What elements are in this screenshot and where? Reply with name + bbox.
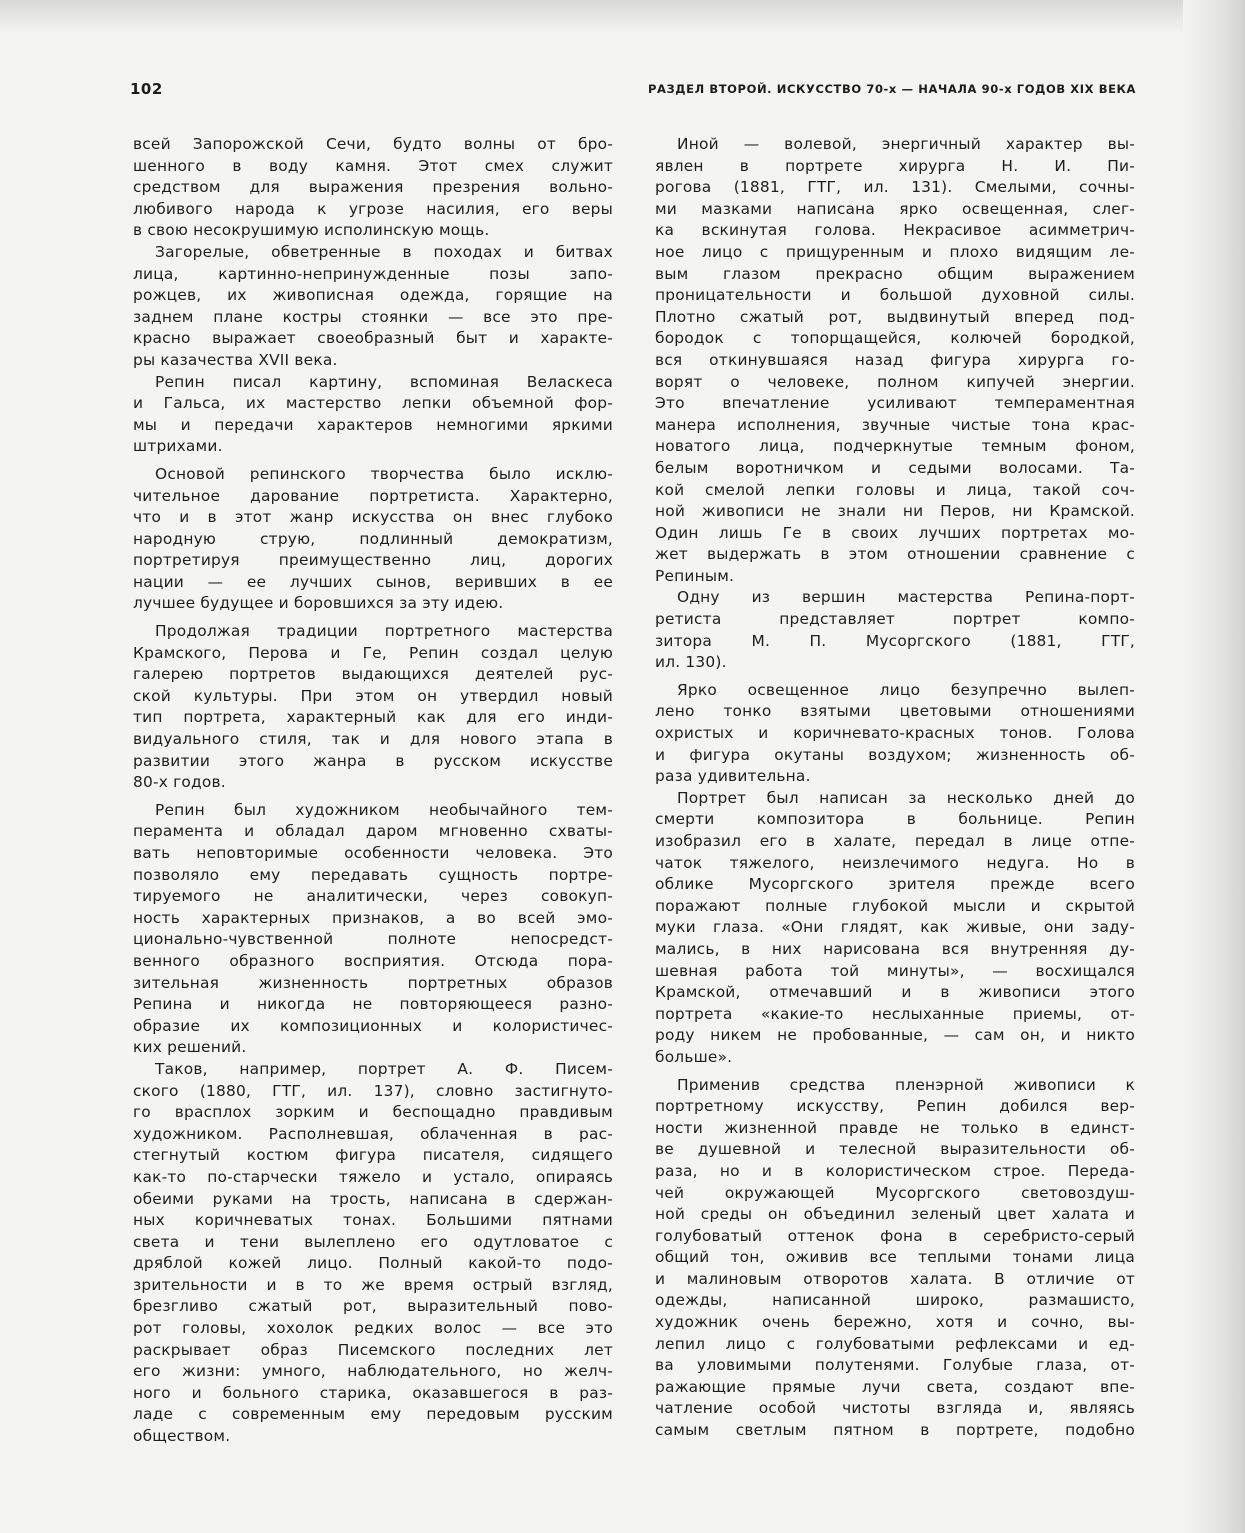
- text-line: брезгливо сжатый рот, выразительный пово-: [133, 1297, 613, 1316]
- text-line: в свою несокрушимую исполинскую мощь.: [133, 221, 490, 240]
- text-line: штрихами.: [133, 437, 223, 456]
- text-line: Таков, например, портрет А. Ф. Писем-: [155, 1059, 613, 1078]
- text-line: ского (1880, ГТГ, ил. 137), словно застигнуто-: [133, 1081, 613, 1100]
- text-line: видуального стиля, так и для нового этапа в: [133, 730, 613, 749]
- text-line: Крамского, Перова и Ге, Репин создал целую: [133, 643, 613, 662]
- text-line: кой смелой лепки головы и лица, такой соч-: [655, 480, 1135, 499]
- text-line: вся откинувшаяся назад фигура хирурга го-: [655, 350, 1135, 369]
- text-line: и Гальса, их мастерство лепки объемной фор-: [133, 394, 613, 413]
- text-line: мались, в них нарисована вся внутренняя ду-: [655, 939, 1135, 958]
- text-line: белым воротничком и седыми волосами. Та-: [655, 458, 1135, 477]
- text-line: Применив средства пленэрной живописи к: [677, 1075, 1135, 1094]
- text-line: образие их композиционных и колористичес-: [133, 1016, 613, 1035]
- text-line: ной живописи не знали ни Перов, ни Крамской.: [655, 502, 1135, 521]
- text-line: новатого лица, подчеркнутые темным фоном,: [655, 437, 1135, 456]
- text-line: раскрывает образ Писемского последних лет: [133, 1340, 613, 1359]
- text-line: ве душевной и телесной выразительности об-: [655, 1140, 1135, 1159]
- text-line: мы и передачи характеров немногими яркими: [133, 415, 613, 434]
- text-line: изобразил его в халате, передал в лице отпе-: [655, 832, 1135, 850]
- text-line: перамента и обладал даром мгновенно схваты-: [133, 822, 613, 841]
- text-line: раза удивительна.: [655, 767, 811, 786]
- text-line: ное лицо с прищуренным и плохо видящим ле-: [655, 242, 1135, 261]
- text-line: облике Мусоргского зрителя прежде всего: [655, 875, 1135, 894]
- text-line: средством для выражения презрения вольно-: [133, 178, 613, 197]
- text-line: шенного в воду камня. Этот смех служит: [133, 156, 613, 175]
- text-line: ка вскинутая голова. Некрасивое асимметрич-: [655, 221, 1135, 240]
- text-line: как-то по-старчески тяжело и устало, опираясь: [133, 1167, 613, 1186]
- text-line: Плотно сжатый рот, выдвинутый вперед под-: [655, 307, 1135, 326]
- text-line: ной среды он объединил зеленый цвет халата и: [655, 1205, 1135, 1224]
- text-line: Основой репинского творчества было исклю-: [155, 464, 613, 483]
- running-head: РАЗДЕЛ ВТОРОЙ. ИСКУССТВО 70-х — НАЧАЛА 90-х ГОДОВ XIX ВЕКА: [648, 82, 1137, 96]
- text-line: ладе с современным ему передовым русским: [133, 1405, 613, 1424]
- page-number: 102: [130, 80, 163, 98]
- text-line: и фигура окутаны воздухом; жизненность об-: [655, 745, 1135, 764]
- text-line: Это впечатление усиливают темпераментная: [655, 394, 1135, 413]
- text-line: Крамской, отмечавший и в живописи этого: [655, 983, 1135, 1002]
- text-line: обеими руками на трость, написана в сдержан-: [133, 1189, 613, 1208]
- text-line: всей Запорожской Сечи, будто волны от бро-: [133, 135, 613, 153]
- text-line: одежды, написанной широко, размашисто,: [655, 1291, 1135, 1310]
- text-line: народную струю, подлинный демократизм,: [133, 529, 613, 548]
- text-line: Продолжая традиции портретного мастерства: [155, 622, 613, 641]
- text-line: Иной — волевой, энергичный характер вы-: [677, 135, 1135, 153]
- text-line: зитора М. П. Мусоргского (1881, ГТГ,: [655, 631, 1135, 650]
- text-line: портретируя преимущественно лиц, дорогих: [133, 551, 613, 570]
- text-line: Портрет был написан за несколько дней до: [677, 788, 1135, 807]
- text-line: муки глаза. «Они глядят, как живые, они заду-: [655, 918, 1135, 937]
- text-line: любивого народа к угрозе насилия, его веры: [133, 199, 613, 218]
- text-line: го врасплох зорким и беспощадно правдивым: [133, 1103, 613, 1122]
- text-line: ционально-чувственной полноте непосредст-: [133, 930, 613, 949]
- text-line: Репин писал картину, вспоминая Веласкеса: [155, 372, 613, 391]
- text-line: лепил лицо с голубоватыми рефлексами и ед-: [655, 1334, 1135, 1353]
- text-line: Репиным.: [655, 566, 735, 585]
- text-line: проницательности и большой духовной силы.: [655, 286, 1135, 305]
- page-edge-shadow: [1183, 0, 1245, 1533]
- text-line: ность характерных признаков, а во всей эмо-: [133, 908, 613, 927]
- text-line: что и в этот жанр искусства он внес глубоко: [133, 508, 613, 527]
- text-line: роду никем не пробованные, — сам он, и никто: [655, 1026, 1135, 1045]
- text-line: ворят о человеке, полном кипучей энергии.: [655, 372, 1135, 391]
- right-column: [655, 134, 1135, 1442]
- text-line: красно выражает своеобразный быт и характе-: [133, 329, 613, 348]
- text-line: 80-х годов.: [133, 773, 226, 792]
- text-line: ил. 130).: [655, 653, 727, 672]
- text-line: Одну из вершин мастерства Репина-порт-: [677, 588, 1135, 607]
- text-line: бородок с топорщащейся, колючей бородкой,: [655, 329, 1135, 348]
- text-line: ного и больного старика, оказавшегося в раз-: [133, 1383, 613, 1402]
- text-line: чаток тяжелого, неизлечимого недуга. Но в: [655, 853, 1135, 872]
- text-line: рожцев, их живописная одежда, горящие на: [133, 286, 613, 305]
- text-line: тируемого не аналитически, через совокуп-: [133, 887, 613, 906]
- text-line: охристых и коричневато-красных тонов. Голова: [655, 724, 1135, 743]
- text-line: шевная работа той минуты», — восхищался: [655, 961, 1135, 980]
- text-line: ности жизненной правде не только в единст-: [655, 1118, 1135, 1137]
- text-line: вым глазом прекрасно общим выражением: [655, 264, 1135, 283]
- text-line: зительная жизненность портретных образов: [133, 973, 613, 992]
- text-line: зрительности и в то же время острый взгляд,: [133, 1275, 613, 1294]
- text-line: портрета «какие-то неслыханные приемы, от-: [655, 1004, 1135, 1023]
- text-line: рогова (1881, ГТГ, ил. 131). Смелыми, сочны-: [655, 178, 1135, 197]
- text-line: его жизни: умного, наблюдательного, но желч-: [133, 1362, 613, 1381]
- text-line: рот головы, хохолок редких волос — все это: [133, 1319, 613, 1338]
- text-line: Репина и никогда не повторяющееся разно-: [133, 995, 613, 1014]
- text-line: ражающие прямые лучи света, создают впе-: [655, 1377, 1135, 1396]
- text-line: ких решений.: [133, 1038, 247, 1057]
- text-line: смерти композитора в больнице. Репин: [655, 810, 1135, 829]
- text-line: чей окружающей Мусоргского световоздуш-: [655, 1183, 1135, 1202]
- text-line: Загорелые, обветренные в походах и битвах: [155, 242, 613, 261]
- text-line: ми мазками написана ярко освещенная, слег-: [655, 199, 1135, 218]
- text-line: Репин был художником необычайного тем-: [155, 800, 613, 819]
- text-line: общий тон, оживив все теплыми тонами лица: [655, 1248, 1135, 1267]
- text-line: голубоватый оттенок фона в серебристо-серый: [655, 1226, 1135, 1245]
- text-line: позволяло ему передавать сущность портре-: [133, 865, 613, 884]
- text-line: стегнутый костюм фигура писателя, сидящего: [133, 1146, 613, 1165]
- text-line: нации — ее лучших сынов, веривших в ее: [133, 572, 613, 591]
- text-line: ва уловимыми полутенями. Голубые глаза, от-: [655, 1356, 1135, 1375]
- text-line: ской культуры. При этом он утвердил новый: [133, 686, 613, 705]
- text-line: больше».: [655, 1047, 733, 1066]
- text-line: ных коричневатых тонах. Большими пятнами: [133, 1211, 613, 1230]
- text-line: манера исполнения, звучные чистые тона крас-: [655, 415, 1135, 434]
- text-line: света и тени вылеплено его одутловатое с: [133, 1232, 613, 1251]
- text-line: и малиновым отворотов халата. В отличие от: [655, 1269, 1135, 1288]
- scan-top-shadow: [0, 0, 1245, 34]
- text-line: развитии этого жанра в русском искусстве: [133, 751, 613, 770]
- text-line: вать неповторимые особенности человека. Это: [133, 844, 613, 862]
- text-line: раза, но и в колористическом строе. Переда-: [655, 1161, 1135, 1180]
- text-line: заднем плане костры стоянки — все это пре-: [133, 307, 613, 326]
- text-line: дряблой кожей лицо. Полный какой-то подо-: [133, 1254, 613, 1273]
- text-line: портретному искусству, Репин добился вер-: [655, 1097, 1135, 1116]
- text-line: ры казачества XVII века.: [133, 350, 338, 369]
- text-line: тип портрета, характерный как для его инди-: [133, 708, 613, 727]
- text-line: самым светлым пятном в портрете, подобно: [655, 1421, 1135, 1440]
- text-line: Ярко освещенное лицо безупречно вылеп-: [677, 680, 1135, 699]
- text-line: Один лишь Ге в своих лучших портретах мо-: [655, 523, 1135, 542]
- text-line: лено тонко взятыми цветовыми отношениями: [655, 702, 1135, 721]
- text-line: поражают полные глубокой мысли и скрытой: [655, 896, 1135, 915]
- text-line: жет выдержать в этом отношении сравнение с: [655, 545, 1135, 564]
- text-line: ретиста представляет портрет компо-: [655, 610, 1135, 629]
- left-column: [133, 134, 613, 1448]
- text-line: явлен в портрете хирурга Н. И. Пи-: [655, 156, 1135, 175]
- text-line: чительное дарование портретиста. Характерно,: [133, 486, 613, 505]
- text-line: лучшее будущее и боровшихся за эту идею.: [133, 594, 504, 613]
- text-line: обществом.: [133, 1427, 231, 1446]
- text-line: художник очень бережно, хотя и сочно, вы-: [655, 1313, 1135, 1332]
- text-line: художником. Располневшая, облаченная в рас-: [133, 1124, 613, 1143]
- text-line: лица, картинно-непринужденные позы запо-: [133, 264, 613, 283]
- text-line: венного образного восприятия. Отсюда пора-: [133, 951, 613, 970]
- text-line: галерею портретов выдающихся деятелей рус-: [133, 665, 613, 684]
- text-line: чатление особой чистоты взгляда и, являясь: [655, 1399, 1135, 1418]
